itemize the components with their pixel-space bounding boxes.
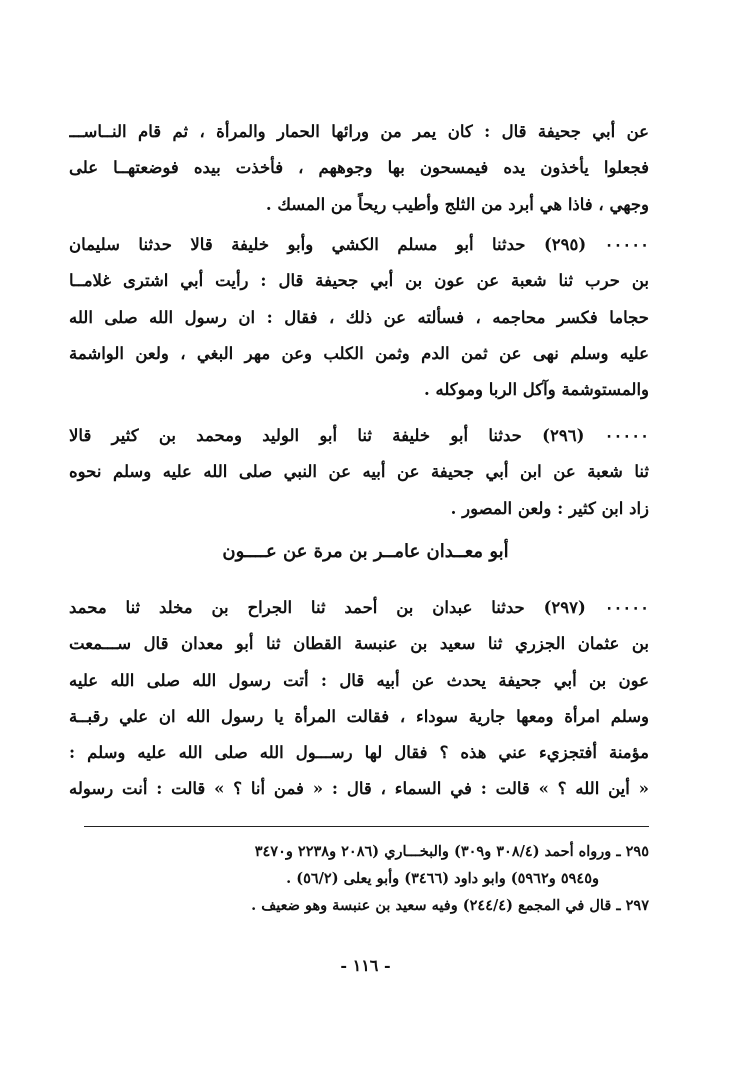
text-line: زاد ابن كثير : ولعن المصور . [450, 498, 649, 518]
paragraph-continuation [69, 114, 649, 223]
footnote-line: ٢٩٧ ـ قال في المجمع (٢٤٤/٤) وفيه سعيد بن عنبسة وهو ضعيف . [251, 897, 649, 914]
text-line: والمستوشمة وآكل الربا وموكله . [423, 380, 649, 400]
text-line: ٠٠٠٠٠ (٢٩٧) حدثنا عبدان بن أحمد ثنا الجراح بن مخلد ثنا محمد [69, 598, 649, 617]
text-line: عون بن أبي جحيفة يحدث عن أبيه قال : أتت رسول الله صلى الله عليه [69, 670, 649, 690]
text-line: ٠٠٠٠٠ (٢٩٦) حدثنا أبو خليفة ثنا أبو الوليد ومحمد بن كثير قالا [69, 426, 649, 445]
hadith-295 [69, 227, 649, 408]
text-line: وجهي ، فاذا هي أبرد من الثلج وأطيب ريحاً من المسك . [265, 194, 649, 214]
footnote-line: و٥٩٤٥ و٥٩٦٢) وابو داود (٣٤٦٦) وأبو يعلى (٥٦/٢) . [286, 870, 599, 887]
hadith-296 [69, 418, 649, 527]
text-line: فجعلوا يأخذون يده فيمسحون بها وجوههم ، فأخذت بيده فوضعتهــا على [69, 158, 649, 178]
page-number: - ١١٦ - [340, 956, 391, 975]
text-line: حجاما فكسر محاجمه ، فسألته عن ذلك ، فقال : ان رسول الله صلى الله [69, 307, 649, 327]
text-line: بن حرب ثنا شعبة عن عون بن أبي جحيفة قال : رأيت أبي اشترى غلامــا [69, 271, 649, 291]
footnote-divider [84, 826, 649, 827]
text-line: مؤمنة أفتجزيء عني هذه ؟ فقال لها رســـول الله صلى الله عليه وسلم : [69, 743, 649, 763]
text-line: بن عثمان الجزري ثنا سعيد بن عنبسة القطان ثنا أبو معدان قال ســـمعت [69, 634, 649, 654]
text-line: ثنا شعبة عن ابن أبي جحيفة عن أبيه عن النبي صلى الله عليه وسلم نحوه [69, 462, 649, 482]
text-line: عليه وسلم نهى عن ثمن الدم وثمن الكلب وعن مهر البغي ، ولعن الواشمة [69, 343, 649, 363]
section-heading: أبو معــدان عامــر بن مرة عن عــــون [222, 541, 509, 562]
text-line: « أين الله ؟ » قالت : في السماء ، قال : « فمن أنا ؟ » قالت : أنت رسوله [69, 779, 649, 799]
text-line: عن أبي جحيفة قال : كان يمر من ورائها الحمار والمرأة ، ثم قام النــاســـ [69, 122, 649, 141]
text-line: ٠٠٠٠٠ (٢٩٥) حدثنا أبو مسلم الكشي وأبو خليفة قالا حدثنا سليمان [69, 235, 649, 254]
footnote-line: ٢٩٥ ـ ورواه أحمد (٣٠٨/٤ و٣٠٩) والبخـــاري (٢٠٨٦ و٢٢٣٨ و٣٤٧٠ [254, 843, 649, 860]
footnotes [74, 838, 649, 919]
hadith-297 [69, 590, 649, 808]
text-line: وسلم امرأة ومعها جارية سوداء ، فقالت المرأة يا رسول الله ان علي رقبــة [69, 706, 649, 726]
